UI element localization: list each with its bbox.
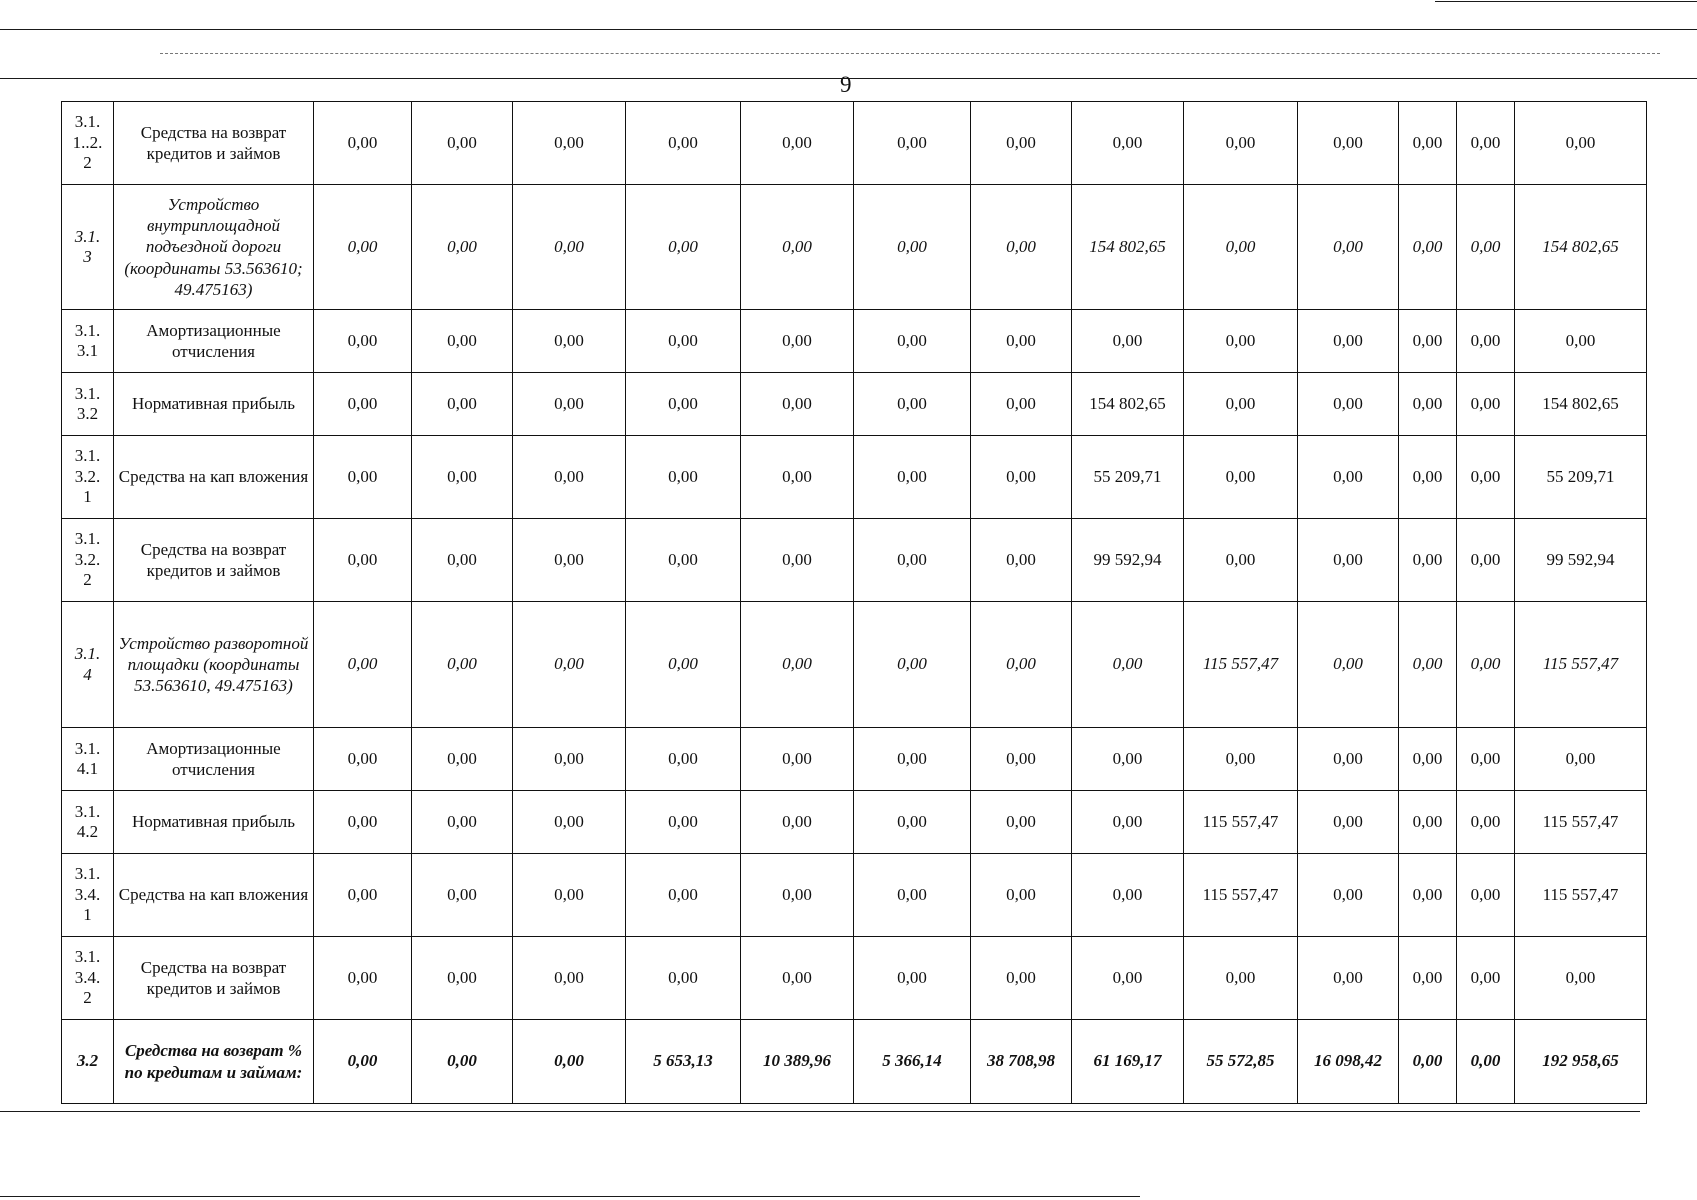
value-cell: 0,00 [1457,436,1515,519]
value-cell: 0,00 [626,102,741,185]
table-row [62,937,1647,1020]
value-cell: 0,00 [1457,185,1515,310]
value-cell: 0,00 [854,937,971,1020]
value-cell: 0,00 [854,185,971,310]
value-cell: 0,00 [741,519,854,602]
row-name: Устройство разворотной площадки (координаты 53.563610, 49.475163) [114,602,314,728]
value-cell: 0,00 [971,436,1072,519]
value-cell: 154 802,65 [1072,185,1184,310]
value-cell: 0,00 [626,185,741,310]
value-cell: 0,00 [1184,519,1298,602]
value-cell: 0,00 [1072,854,1184,937]
value-cell: 0,00 [1072,310,1184,373]
value-cell: 0,00 [971,519,1072,602]
value-cell: 0,00 [1184,728,1298,791]
value-cell: 0,00 [412,373,513,436]
value-cell: 0,00 [513,436,626,519]
value-cell: 0,00 [412,102,513,185]
value-cell: 0,00 [854,373,971,436]
value-cell: 0,00 [1399,185,1457,310]
value-cell: 0,00 [1298,310,1399,373]
value-cell: 0,00 [314,102,412,185]
value-cell: 154 802,65 [1515,373,1647,436]
table-row [62,1020,1647,1104]
value-cell: 0,00 [1072,602,1184,728]
table-row [62,854,1647,937]
table-row [62,373,1647,436]
value-cell: 0,00 [1298,602,1399,728]
value-cell: 0,00 [1298,436,1399,519]
value-cell: 0,00 [741,854,854,937]
top-right-rule [1435,1,1697,2]
value-cell: 0,00 [971,102,1072,185]
value-cell: 0,00 [854,791,971,854]
row-code: 3.1. 4.1 [62,728,114,791]
value-cell: 0,00 [854,519,971,602]
row-name: Средства на возврат % по кредитам и займам: [114,1020,314,1104]
value-cell: 0,00 [971,602,1072,728]
value-cell: 0,00 [1399,102,1457,185]
value-cell: 0,00 [854,310,971,373]
value-cell: 0,00 [741,310,854,373]
value-cell: 0,00 [314,373,412,436]
value-cell: 0,00 [314,310,412,373]
value-cell: 0,00 [1072,937,1184,1020]
value-cell: 0,00 [1072,728,1184,791]
value-cell: 0,00 [854,728,971,791]
table-body [62,102,1647,1104]
value-cell: 0,00 [513,791,626,854]
value-cell: 0,00 [626,519,741,602]
value-cell: 0,00 [1399,436,1457,519]
value-cell: 0,00 [314,854,412,937]
value-cell: 0,00 [513,602,626,728]
value-cell: 0,00 [1184,185,1298,310]
value-cell: 0,00 [412,310,513,373]
value-cell: 0,00 [412,602,513,728]
value-cell: 0,00 [626,373,741,436]
top-rule [0,29,1697,30]
value-cell: 0,00 [513,102,626,185]
value-cell: 0,00 [741,436,854,519]
value-cell: 154 802,65 [1515,185,1647,310]
row-code: 3.1. 3.4. 2 [62,937,114,1020]
value-cell: 0,00 [314,728,412,791]
value-cell: 0,00 [1298,373,1399,436]
row-name: Нормативная прибыль [114,373,314,436]
value-cell: 0,00 [1515,102,1647,185]
value-cell: 0,00 [1072,791,1184,854]
row-name: Амортизационные отчисления [114,310,314,373]
table-row [62,310,1647,373]
value-cell: 0,00 [971,728,1072,791]
value-cell: 0,00 [1184,937,1298,1020]
value-cell: 0,00 [314,791,412,854]
value-cell: 115 557,47 [1515,854,1647,937]
row-code: 3.1. 3 [62,185,114,310]
value-cell: 0,00 [412,791,513,854]
value-cell: 0,00 [971,937,1072,1020]
table-row [62,436,1647,519]
value-cell: 0,00 [854,436,971,519]
row-name: Средства на кап вложения [114,436,314,519]
value-cell: 115 557,47 [1184,791,1298,854]
value-cell: 0,00 [741,937,854,1020]
row-code: 3.1. 4 [62,602,114,728]
row-code: 3.1. 3.2 [62,373,114,436]
value-cell: 55 209,71 [1515,436,1647,519]
value-cell: 0,00 [314,602,412,728]
row-name: Средства на возврат кредитов и займов [114,102,314,185]
footer-rule [0,1196,1140,1197]
row-code: 3.1. 3.1 [62,310,114,373]
value-cell: 0,00 [1457,791,1515,854]
row-code: 3.1. 4.2 [62,791,114,854]
value-cell: 154 802,65 [1072,373,1184,436]
value-cell: 0,00 [412,1020,513,1104]
value-cell: 0,00 [412,937,513,1020]
value-cell: 0,00 [1457,519,1515,602]
value-cell: 0,00 [314,519,412,602]
value-cell: 0,00 [854,102,971,185]
value-cell: 0,00 [1457,937,1515,1020]
value-cell: 0,00 [1298,791,1399,854]
value-cell: 0,00 [854,602,971,728]
value-cell: 0,00 [314,937,412,1020]
value-cell: 0,00 [1457,1020,1515,1104]
value-cell: 0,00 [412,728,513,791]
value-cell: 0,00 [971,854,1072,937]
value-cell: 0,00 [626,791,741,854]
value-cell: 0,00 [513,519,626,602]
value-cell: 16 098,42 [1298,1020,1399,1104]
value-cell: 0,00 [1184,102,1298,185]
value-cell: 10 389,96 [741,1020,854,1104]
value-cell: 0,00 [1457,373,1515,436]
value-cell: 0,00 [412,185,513,310]
value-cell: 0,00 [1399,854,1457,937]
row-code: 3.1. 3.4. 1 [62,854,114,937]
value-cell: 0,00 [626,436,741,519]
table-row [62,185,1647,310]
row-name: Амортизационные отчисления [114,728,314,791]
value-cell: 0,00 [412,519,513,602]
table-row [62,728,1647,791]
value-cell: 0,00 [1457,102,1515,185]
value-cell: 0,00 [741,602,854,728]
value-cell: 55 209,71 [1072,436,1184,519]
value-cell: 0,00 [1515,728,1647,791]
value-cell: 0,00 [1298,185,1399,310]
value-cell: 0,00 [1399,728,1457,791]
value-cell: 55 572,85 [1184,1020,1298,1104]
value-cell: 99 592,94 [1072,519,1184,602]
page-number: 9 [840,72,852,97]
value-cell: 0,00 [1515,937,1647,1020]
value-cell: 0,00 [1298,519,1399,602]
value-cell: 0,00 [314,436,412,519]
budget-table [61,101,1647,1104]
value-cell: 0,00 [971,185,1072,310]
row-name: Средства на возврат кредитов и займов [114,937,314,1020]
value-cell: 0,00 [741,185,854,310]
value-cell: 0,00 [412,436,513,519]
value-cell: 61 169,17 [1072,1020,1184,1104]
value-cell: 0,00 [626,310,741,373]
row-name: Средства на возврат кредитов и займов [114,519,314,602]
value-cell: 0,00 [626,728,741,791]
row-code: 3.1. 3.2. 1 [62,436,114,519]
row-code: 3.1. 1..2. 2 [62,102,114,185]
value-cell: 38 708,98 [971,1020,1072,1104]
value-cell: 0,00 [626,854,741,937]
top-dashed-rule [160,53,1660,54]
value-cell: 0,00 [1399,1020,1457,1104]
row-name: Устройство внутриплощадной подъездной дороги (координаты 53.563610; 49.475163) [114,185,314,310]
value-cell: 0,00 [513,1020,626,1104]
value-cell: 0,00 [741,102,854,185]
value-cell: 0,00 [314,185,412,310]
table-row [62,519,1647,602]
row-name: Нормативная прибыль [114,791,314,854]
value-cell: 0,00 [513,185,626,310]
value-cell: 0,00 [513,728,626,791]
value-cell: 0,00 [1457,602,1515,728]
value-cell: 0,00 [1399,602,1457,728]
value-cell: 0,00 [971,310,1072,373]
value-cell: 0,00 [1298,854,1399,937]
value-cell: 115 557,47 [1184,602,1298,728]
value-cell: 115 557,47 [1515,602,1647,728]
table-bottom-rule [0,1111,1640,1112]
value-cell: 0,00 [513,310,626,373]
value-cell: 0,00 [1399,791,1457,854]
value-cell: 0,00 [513,373,626,436]
value-cell: 0,00 [513,854,626,937]
value-cell: 0,00 [741,791,854,854]
value-cell: 192 958,65 [1515,1020,1647,1104]
row-name: Средства на кап вложения [114,854,314,937]
value-cell: 115 557,47 [1515,791,1647,854]
value-cell: 0,00 [1399,519,1457,602]
value-cell: 0,00 [854,854,971,937]
value-cell: 0,00 [626,602,741,728]
row-code: 3.2 [62,1020,114,1104]
value-cell: 0,00 [1515,310,1647,373]
value-cell: 0,00 [626,937,741,1020]
value-cell: 0,00 [1184,310,1298,373]
value-cell: 0,00 [1399,937,1457,1020]
value-cell: 5 653,13 [626,1020,741,1104]
value-cell: 0,00 [1184,373,1298,436]
table-row [62,602,1647,728]
value-cell: 0,00 [1298,728,1399,791]
value-cell: 0,00 [971,373,1072,436]
value-cell: 5 366,14 [854,1020,971,1104]
value-cell: 0,00 [1399,310,1457,373]
value-cell: 0,00 [513,937,626,1020]
value-cell: 115 557,47 [1184,854,1298,937]
value-cell: 99 592,94 [1515,519,1647,602]
value-cell: 0,00 [1298,937,1399,1020]
table-row [62,791,1647,854]
value-cell: 0,00 [1298,102,1399,185]
value-cell: 0,00 [1457,854,1515,937]
value-cell: 0,00 [1072,102,1184,185]
value-cell: 0,00 [1184,436,1298,519]
value-cell: 0,00 [971,791,1072,854]
value-cell: 0,00 [1399,373,1457,436]
value-cell: 0,00 [1457,728,1515,791]
value-cell: 0,00 [314,1020,412,1104]
value-cell: 0,00 [741,728,854,791]
value-cell: 0,00 [741,373,854,436]
row-code: 3.1. 3.2. 2 [62,519,114,602]
table-row [62,102,1647,185]
value-cell: 0,00 [1457,310,1515,373]
value-cell: 0,00 [412,854,513,937]
